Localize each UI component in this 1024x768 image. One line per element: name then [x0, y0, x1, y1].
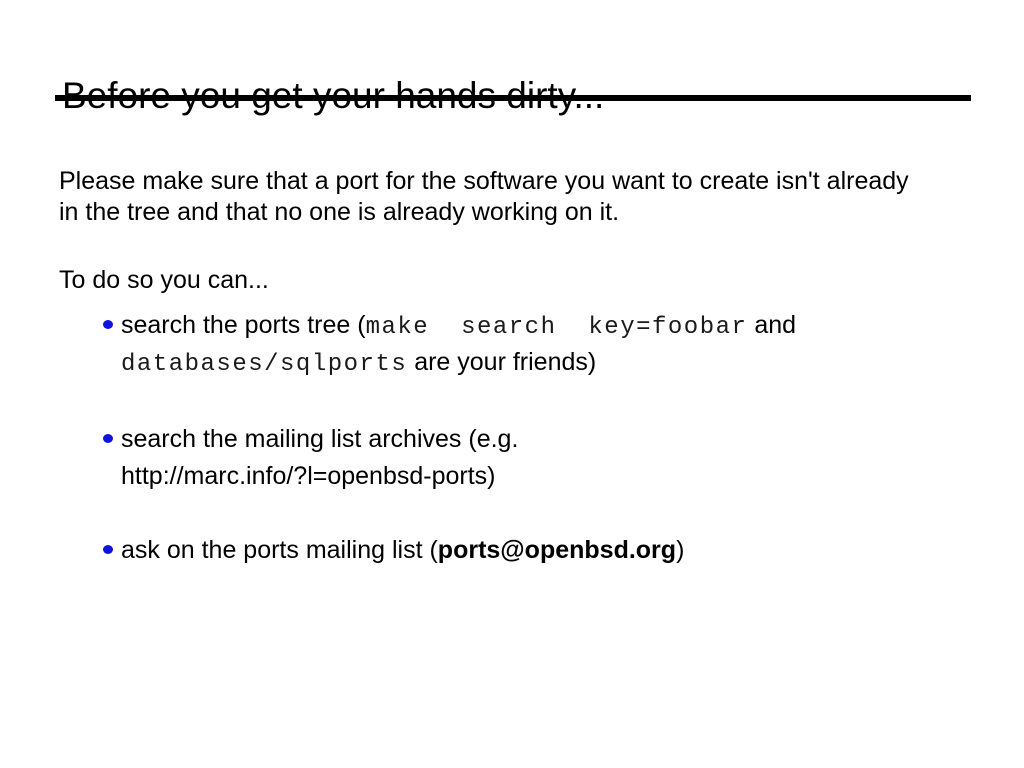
- bullet3-text-pre: ask on the ports mailing list (: [121, 536, 438, 564]
- bullet2-text-line1: search the mailing list archives (e.g.: [121, 425, 519, 453]
- title-underline-rule: [55, 95, 971, 101]
- bullet3-text-post: ): [676, 536, 685, 564]
- ports-email-address: ports@openbsd.org: [437, 536, 677, 564]
- lead-in-text: To do so you can...: [59, 266, 269, 294]
- intro-paragraph: [59, 166, 909, 228]
- list-item-search-ports-tree: [103, 308, 863, 382]
- list-item-ask-mailing-list: [103, 533, 863, 567]
- bullet-dot-icon: [103, 320, 113, 329]
- intro-line-2: in the tree and that no one is already working on it.: [59, 198, 620, 226]
- intro-line-1: Please make sure that a port for the software you want to create isn't already: [59, 167, 909, 195]
- bullet1-text-post: are your friends): [407, 348, 597, 376]
- bullet1-text-pre: search the ports tree (: [121, 311, 366, 339]
- code-make-search-command: make search key=foobar: [365, 314, 748, 341]
- bullet-list: [103, 308, 863, 607]
- marc-info-url-text: http://marc.info/?l=openbsd-ports): [121, 462, 496, 490]
- code-sqlports-path: databases/sqlports: [121, 351, 408, 378]
- bullet-dot-icon: [103, 434, 113, 443]
- list-item-search-mailing-archives: [103, 422, 863, 493]
- bullet-dot-icon: [103, 545, 113, 554]
- bullet1-text-and: and: [747, 311, 797, 339]
